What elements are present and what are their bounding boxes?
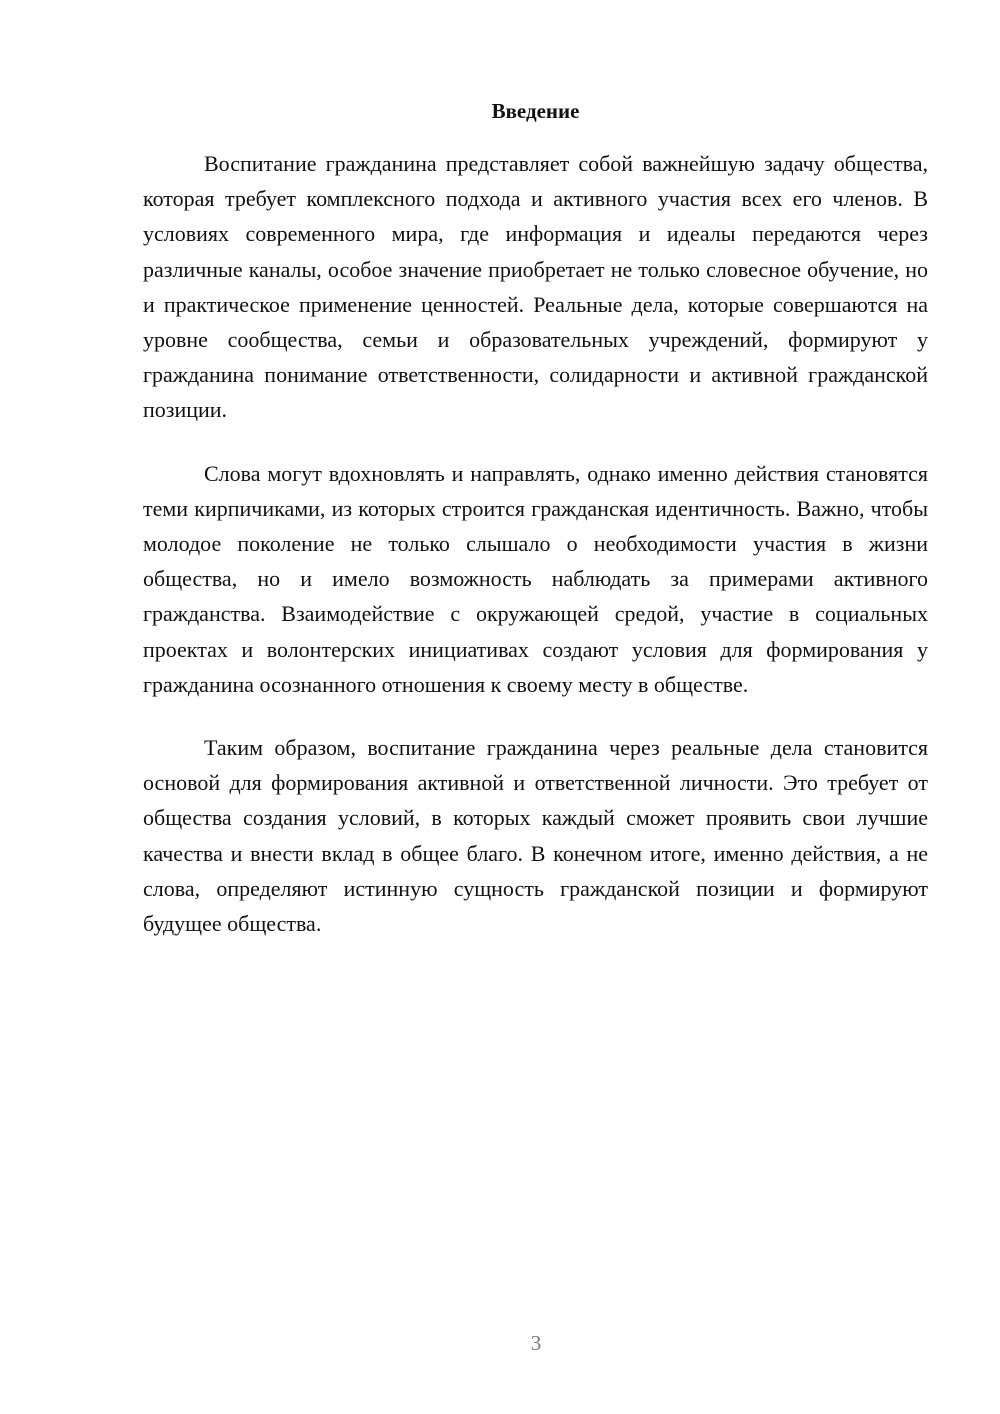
page-content — [143, 96, 928, 969]
page-title: Введение — [491, 99, 580, 123]
paragraph-3: Таким образом, воспитание гражданина через реальные дела становится основой для формирования активной и ответственной личности. Это требует от общества создания условий, в которых каждый сможет проявить свои лучшие качества и внести вклад в общее благо. В конечном итоге, именно действия, а не слова, определяют истинную сущность гражданской позиции и формируют будущее общества. — [143, 735, 928, 937]
page-number: 3 — [530, 1331, 542, 1355]
paragraph-2: Слова могут вдохновлять и направлять, однако именно действия становятся теми кирпичиками, из которых строится гражданская идентичность. Важно, чтобы молодое поколение не только слышало о необходимости участия в жизни общества, но и имело возможность наблюдать за примерами активного гражданства. Взаимодействие с окружающей средой, участие в социальных проектах и волонтерских инициативах создают условия для формирования у гражданина осознанного отношения к своему месту в обществе. — [143, 460, 928, 697]
paragraph-1: Воспитание гражданина представляет собой важнейшую задачу общества, которая требует комплексного подхода и активного участия всех его членов. В условиях современного мира, где информация и идеалы передаются через различные каналы, особое значение приобретает не только словесное обучение, но и практическое применение ценностей. Реальные дела, которые совершаются на уровне сообщества, семьи и образовательных учреждений, формируют у гражданина понимание ответственности, солидарности и активной гражданской позиции. — [143, 151, 928, 423]
